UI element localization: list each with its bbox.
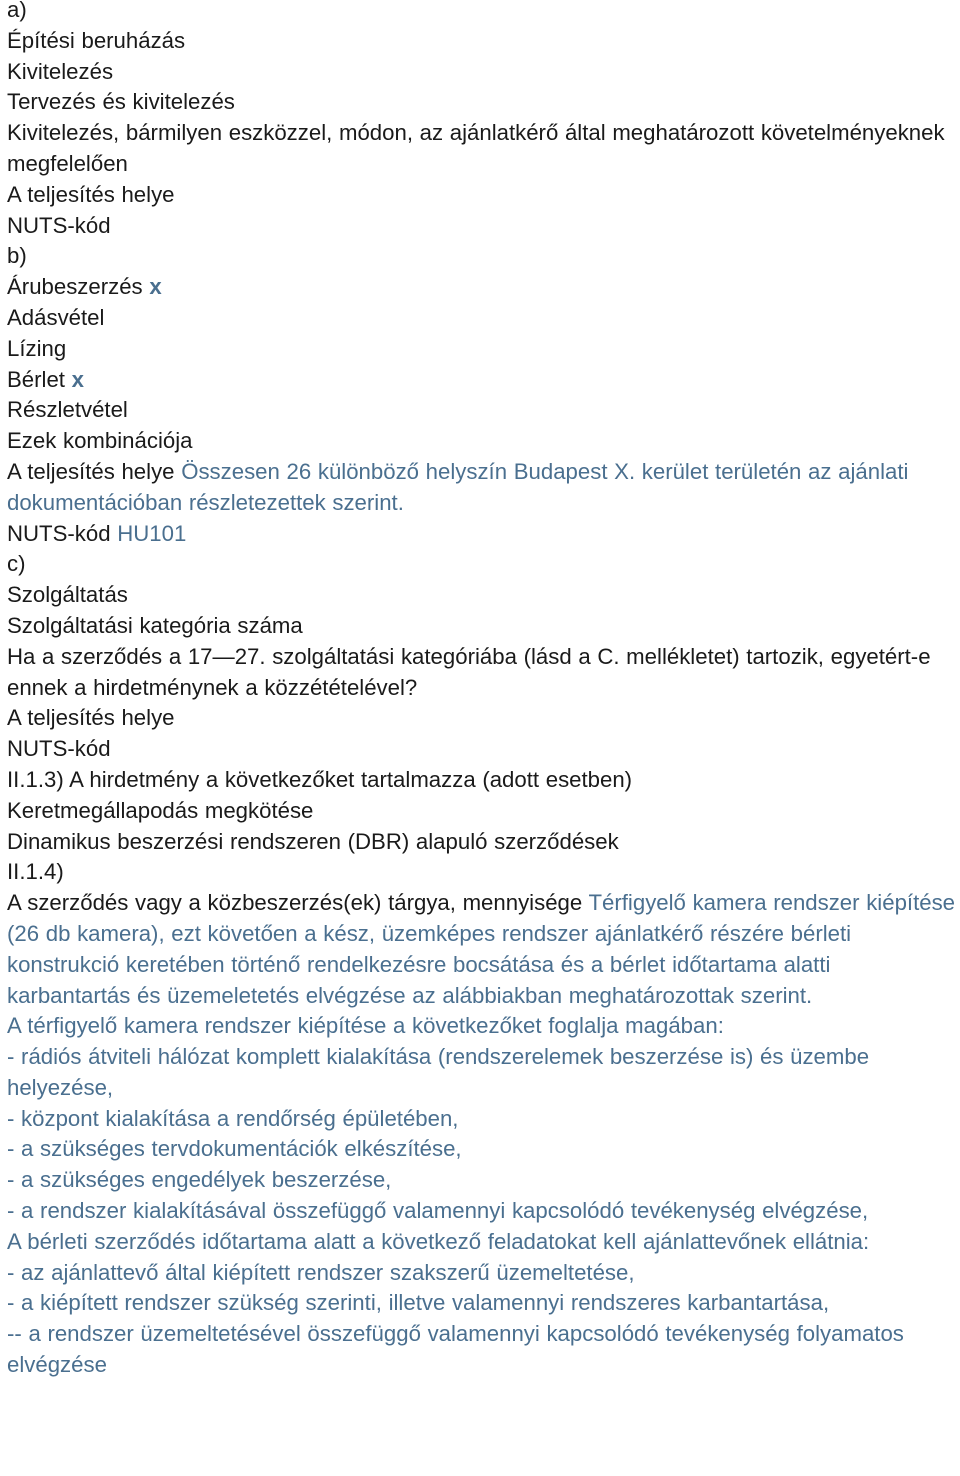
publication-consent-question: Ha a szerződés a 17—27. szolgáltatási kategóriába (lásd a C. mellékletet) tartozik, egyetért-e ennek a hirdetménynek a közzétételével?: [7, 643, 931, 700]
section-b-place: [7, 457, 957, 519]
option-arubeszerzes-label: Árubeszerzés: [7, 274, 143, 300]
option-reszletvetel: Részletvétel: [7, 397, 128, 423]
section-a-nuts-label: NUTS-kód: [7, 212, 111, 238]
option-berlet-label: Bérlet: [7, 366, 65, 392]
option-dbr: Dinamikus beszerzési rendszeren (DBR) alapuló szerződések: [7, 828, 619, 854]
option-kombinacio: Ezek kombinációja: [7, 428, 193, 454]
section-b-nuts-label: NUTS-kód: [7, 520, 111, 546]
contract-subject-label: A szerződés vagy a közbeszerzés(ek) tárgya, mennyisége: [7, 890, 583, 916]
section-b-place-label: A teljesítés helye: [7, 458, 175, 484]
option-keretmegallapodas: Keretmegállapodás megkötése: [7, 797, 314, 823]
contract-subject: [7, 888, 957, 1011]
section-b-nuts: [7, 519, 957, 550]
section-ii-1-4-heading: II.1.4): [7, 859, 64, 885]
option-berlet: [7, 365, 957, 396]
section-b-heading: b): [7, 243, 27, 269]
option-kivitelezes: Kivitelezés: [7, 58, 114, 84]
contract-subject-value: Térfigyelő kamera rendszer kiépítése (26 db kamera), ezt követően a kész, üzemképes rendszer ajánlatkérő részére bérleti konstrukció keretében történő rendelkezésre bocsátása és a bérlet időtartama alatti karbantartás és üzemeletetés elvégzése az alábbiakban meghatározottak szerint.: [7, 890, 956, 1008]
option-arubeszerzes: [7, 272, 957, 303]
option-kivitelezes-barmilyen: Kivitelezés, bármilyen eszközzel, módon, az ajánlatkérő által meghatározott követelményeknek megfelelően: [7, 120, 945, 176]
section-c-heading: c): [7, 551, 26, 577]
option-szolgaltatas: Szolgáltatás: [7, 582, 128, 608]
section-ii-1-3-heading: II.1.3) A hirdetmény a következőket tartalmazza (adott esetben): [7, 766, 633, 792]
document-body: [7, 0, 957, 1381]
description-line: - a szükséges engedélyek beszerzése,: [7, 1167, 392, 1193]
section-c-nuts-label: NUTS-kód: [7, 736, 111, 762]
option-berlet-mark: x: [71, 366, 84, 392]
description-line: - az ajánlattevő által kiépített rendszer szakszerű üzemeltetése,: [7, 1259, 635, 1285]
option-adasvetel: Adásvétel: [7, 304, 105, 330]
description-line: -- a rendszer üzemeltetésével összefüggő valamennyi kapcsolódó tevékenység folyamatos elvégzése: [7, 1321, 904, 1378]
option-epitesi-beruhazas: Építési beruházás: [7, 27, 186, 53]
section-b-nuts-value: HU101: [117, 520, 187, 546]
option-tervezes-es-kivitelezes: Tervezés és kivitelezés: [7, 89, 235, 115]
description-line: A bérleti szerződés időtartama alatt a következő feladatokat kell ajánlattevőnek ellátnia:: [7, 1228, 870, 1254]
section-a-heading: a): [7, 0, 27, 22]
description-line: - a szükséges tervdokumentációk elkészítése,: [7, 1136, 462, 1162]
option-arubeszerzes-mark: x: [149, 274, 162, 300]
description-line: - központ kialakítása a rendőrség épületében,: [7, 1105, 459, 1131]
service-category-label: Szolgáltatási kategória száma: [7, 612, 303, 638]
section-a-place-label: A teljesítés helye: [7, 181, 175, 207]
description-line: - a rendszer kialakításával összefüggő valamennyi kapcsolódó tevékenység elvégzése,: [7, 1198, 869, 1224]
description-line: - a kiépített rendszer szükség szerinti, illetve valamennyi rendszeres karbantartása,: [7, 1290, 830, 1316]
description-line: A térfigyelő kamera rendszer kiépítése a következőket foglalja magában:: [7, 1013, 724, 1039]
section-c-place-label: A teljesítés helye: [7, 705, 175, 731]
option-lizing: Lízing: [7, 335, 67, 361]
section-b-place-value: Összesen 26 különböző helyszín Budapest X. kerület területén az ajánlati dokumentációban részletezettek szerint.: [7, 458, 909, 515]
description-line: - rádiós átviteli hálózat komplett kialakítása (rendszerelemek beszerzése is) és üzembe helyezése,: [7, 1044, 870, 1100]
